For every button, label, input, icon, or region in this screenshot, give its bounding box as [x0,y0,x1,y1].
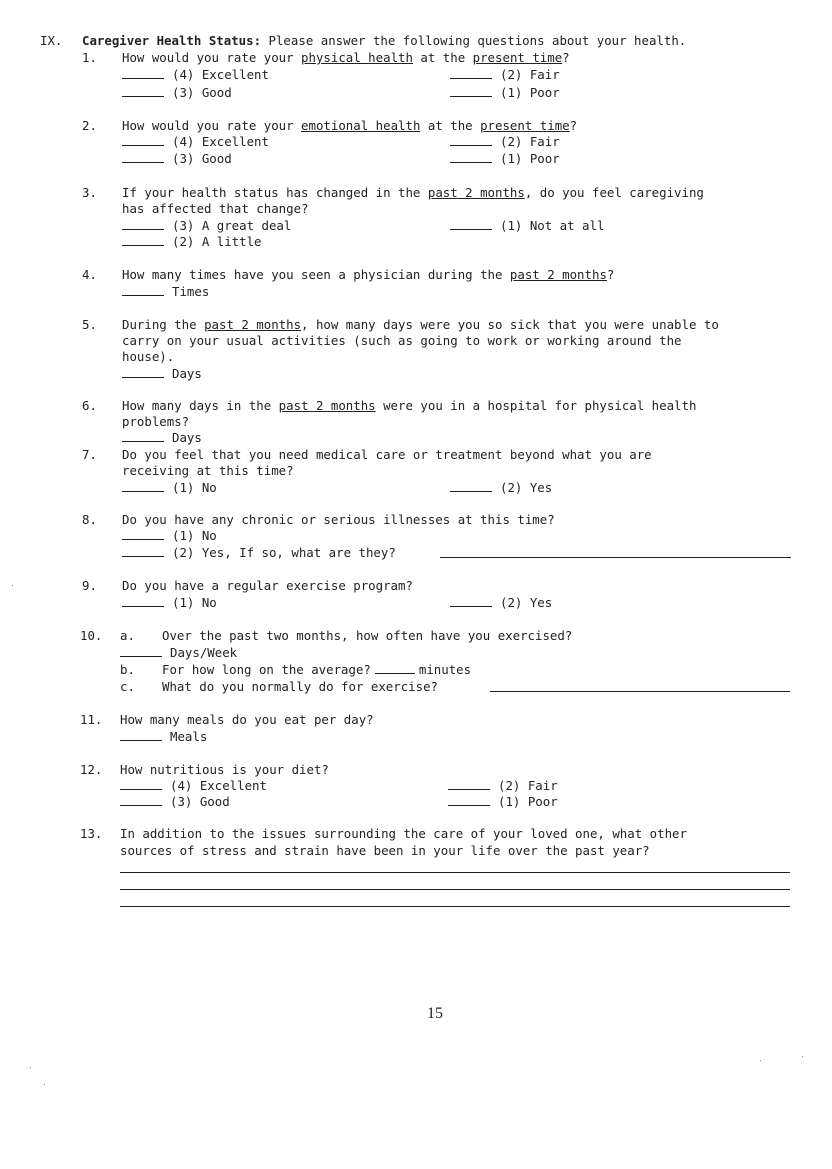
q8-illness-answer-line[interactable] [440,557,791,558]
q13-number: 13. [80,826,103,841]
q6-answer[interactable] [122,430,202,447]
option-label: (3) Good [172,151,232,166]
section-header [82,33,686,50]
q10a-label: a. [120,628,135,643]
q10b-question: For how long on the average? [162,662,371,677]
q10a-text: Over the past two months, how often have you exercised? [162,628,573,643]
q1-option-poor[interactable] [450,85,560,102]
answer-blank[interactable] [450,67,492,79]
answer-blank[interactable] [450,480,492,492]
q3-underlined-past-2-months: past 2 months [427,185,525,200]
answer-blank[interactable] [122,366,164,378]
q8-option-yes[interactable] [122,545,396,562]
option-label: (4) Excellent [172,134,269,149]
answer-blank[interactable] [120,729,162,741]
unit-label: Times [172,284,210,299]
scan-speck [44,1084,45,1085]
unit-label: Days/Week [170,645,238,660]
q10a-answer[interactable] [120,645,237,662]
option-label: (1) Poor [500,85,560,100]
q12-number: 12. [80,762,103,777]
q3-text-part: , do you feel caregiving [524,185,704,200]
q5-underlined-past-2-months: past 2 months [204,317,302,332]
answer-blank[interactable] [122,480,164,492]
answer-blank[interactable] [450,218,492,230]
q2-text-part: ? [569,118,578,133]
q1-text [122,50,570,67]
q5-text [122,317,719,334]
q2-text-part: How would you rate your [122,118,302,133]
q8-number: 8. [82,512,97,527]
option-label: (3) A great deal [172,218,292,233]
q6-number: 6. [82,398,97,413]
answer-blank[interactable] [122,67,164,79]
q4-text-part: ? [606,267,615,282]
q12-option-poor[interactable] [448,794,558,811]
answer-blank[interactable] [120,778,162,790]
option-label: (2) Fair [498,778,558,793]
q2-underlined-present-time: present time [480,118,570,133]
q5-text-line2: carry on your usual activities (such as going to work or working around the [122,333,682,348]
q10-number: 10. [80,628,103,643]
q3-number: 3. [82,185,97,200]
answer-blank[interactable] [448,778,490,790]
q11-answer[interactable] [120,729,207,746]
q11-text: How many meals do you eat per day? [120,712,374,727]
page-number: 15 [427,1005,443,1022]
option-label: (2) Fair [500,67,560,82]
q4-text [122,267,614,284]
answer-blank[interactable] [122,595,164,607]
option-label: (2) Yes [500,595,553,610]
q6-text-line2: problems? [122,414,190,429]
option-label: (1) Not at all [500,218,605,233]
answer-blank[interactable] [122,234,164,246]
q2-text [122,118,577,135]
option-label: (3) Good [172,85,232,100]
section-title: Caregiver Health Status: [82,33,262,48]
q1-text-part: How would you rate your [122,50,302,65]
q2-option-fair[interactable] [450,134,560,151]
q12-option-fair[interactable] [448,778,558,795]
q2-text-part: at the [420,118,481,133]
answer-blank[interactable] [450,595,492,607]
q11-number: 11. [80,712,103,727]
q4-number: 4. [82,267,97,282]
q10b-label: b. [120,662,135,677]
q3-option-a-little[interactable] [122,234,262,251]
q2-option-excellent[interactable] [122,134,269,151]
q9-option-no[interactable] [122,595,217,612]
q13-answer-line-1[interactable] [120,872,790,873]
answer-blank[interactable] [450,85,492,97]
q3-text-line2: has affected that change? [122,201,309,216]
answer-blank[interactable] [122,218,164,230]
scan-speck [802,1056,803,1057]
q13-text: In addition to the issues surrounding the care of your loved one, what other [120,826,687,841]
section-number: IX. [40,33,63,48]
q5-text-line3: house). [122,349,175,364]
q1-underlined-present-time: present time [472,50,563,65]
answer-blank[interactable] [450,151,492,163]
q4-text-part: How many times have you seen a physician during the [122,267,510,282]
section-intro: Please answer the following questions about your health. [268,33,687,48]
answer-blank[interactable] [450,134,492,146]
q7-option-yes[interactable] [450,480,552,497]
unit-label: minutes [418,662,472,677]
q1-underlined-physical-health: physical health [301,50,413,65]
unit-label: Days [172,430,202,445]
option-label: (4) Excellent [172,67,269,82]
scan-speck [12,585,13,586]
q2-option-poor[interactable] [450,151,560,168]
q12-text: How nutritious is your diet? [120,762,329,777]
q4-underlined-past-2-months: past 2 months [509,267,607,282]
answer-blank[interactable] [448,794,490,806]
scan-speck [760,1060,761,1061]
answer-blank[interactable] [122,430,164,442]
q5-answer[interactable] [122,366,202,383]
q1-option-fair[interactable] [450,67,560,84]
q2-number: 2. [82,118,97,133]
q6-text [122,398,696,415]
q3-option-great-deal[interactable] [122,218,291,235]
q5-text-part: , how many days were you so sick that you were unable to [301,317,719,332]
option-label: (1) Poor [498,794,558,809]
q8-text: Do you have any chronic or serious illnesses at this time? [122,512,555,527]
answer-blank[interactable] [122,85,164,97]
answer-blank[interactable] [122,151,164,163]
q13-answer-line-2[interactable] [120,889,790,890]
q1-text-part: ? [562,50,570,65]
answer-blank[interactable] [122,545,164,557]
q10c-answer-line[interactable] [490,691,790,692]
q10c-text: What do you normally do for exercise? [162,679,439,694]
q13-answer-line-3[interactable] [120,906,790,907]
q5-text-part: During the [122,317,205,332]
answer-blank[interactable] [122,284,164,296]
q9-text: Do you have a regular exercise program? [122,578,413,593]
q7-option-no[interactable] [122,480,217,497]
q1-text-part: at the [412,50,473,65]
option-label: (3) Good [170,794,230,809]
q7-text-line2: receiving at this time? [122,463,294,478]
q10c-label: c. [120,679,135,694]
q9-number: 9. [82,578,97,593]
q6-underlined-past-2-months: past 2 months [278,398,376,413]
option-label: (1) Poor [500,151,560,166]
answer-blank[interactable] [122,134,164,146]
q4-answer[interactable] [122,284,209,301]
option-label: (4) Excellent [170,778,267,793]
q1-number: 1. [82,50,97,65]
q1-option-excellent[interactable] [122,67,269,84]
unit-label: Meals [170,729,208,744]
option-label: (2) Yes, If so, what are they? [172,545,396,560]
q3-text [122,185,704,202]
option-label: (2) Yes [500,480,553,495]
q6-text-part: How many days in the [122,398,279,413]
q2-underlined-emotional-health: emotional health [301,118,421,133]
q7-number: 7. [82,447,97,462]
q10b-text [162,662,471,679]
q3-text-part: If your health status has changed in the [122,185,428,200]
answer-blank[interactable] [122,528,164,540]
q12-option-excellent[interactable] [120,778,267,795]
unit-label: Days [172,366,202,381]
q5-number: 5. [82,317,97,332]
q7-text: Do you feel that you need medical care or treatment beyond what you are [122,447,652,462]
option-label: (1) No [172,528,217,543]
answer-blank[interactable] [120,645,162,657]
q13-text-line2: sources of stress and strain have been in your life over the past year? [120,843,650,858]
q3-option-not-at-all[interactable] [450,218,604,235]
option-label: (1) No [172,595,217,610]
q12-option-good[interactable] [120,794,230,811]
q6-text-part: were you in a hospital for physical health [375,398,697,413]
option-label: (1) No [172,480,217,495]
option-label: (2) A little [172,234,262,249]
answer-blank[interactable] [375,662,415,674]
q2-option-good[interactable] [122,151,232,168]
q1-option-good[interactable] [122,85,232,102]
q8-option-no[interactable] [122,528,217,545]
scan-speck [30,1067,31,1068]
option-label: (2) Fair [500,134,560,149]
answer-blank[interactable] [120,794,162,806]
q9-option-yes[interactable] [450,595,552,612]
